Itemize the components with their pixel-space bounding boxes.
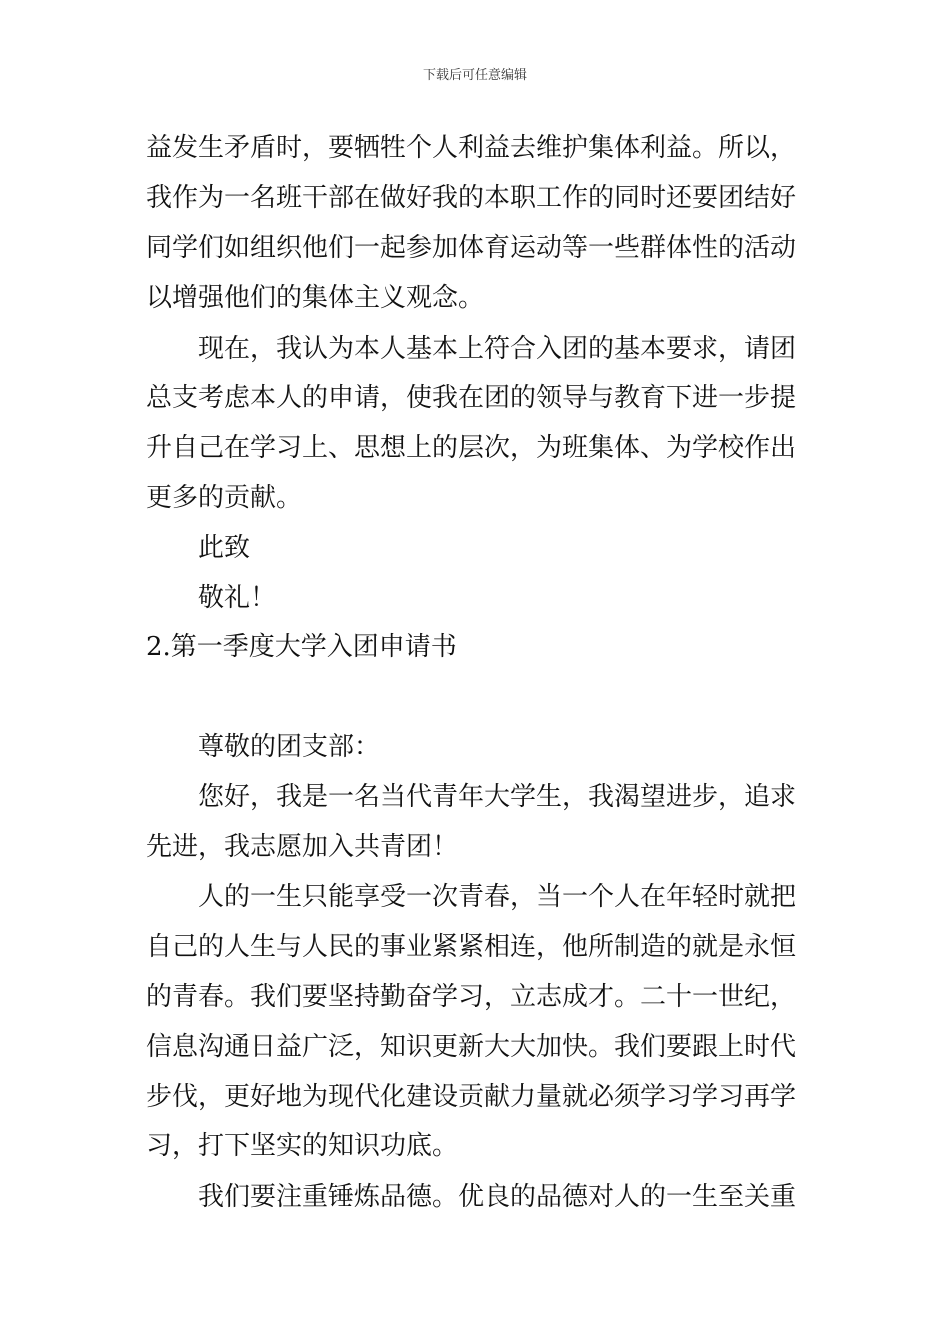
text-line: 以增强他们的集体主义观念。 [146,283,485,313]
text-line: 升自己在学习上、思想上的层次，为班集体、为学校作出 [146,433,797,463]
text-line: 的青春。我们要坚持勤奋学习，立志成才。二十一世纪， [146,982,797,1012]
salutation: 尊敬的团支部： [198,732,381,762]
text-line: 我作为一名班干部在做好我的本职工作的同时还要团结好 [146,183,797,213]
text-line: 此致 [198,533,251,563]
text-line: 敬礼！ [198,583,277,613]
text-line: 您好，我是一名当代青年大学生，我渴望进步，追求 [198,782,797,812]
text-line: 习，打下坚实的知识功底。 [146,1131,459,1161]
text-line: 我们要注重锤炼品德。优良的品德对人的一生至关重 [198,1182,797,1212]
page-header: 下载后可任意编辑 [422,68,527,83]
text-line: 总支考虑本人的申请，使我在团的领导与教育下进一步提 [146,383,797,413]
text-line: 更多的贡献。 [146,483,303,513]
text-line: 同学们如组织他们一起参加体育运动等一些群体性的活动 [146,233,797,263]
text-line: 现在，我认为本人基本上符合入团的基本要求，请团 [198,334,797,364]
section-heading: 2.第一季度大学入团申请书 [146,632,457,662]
text-line: 人的一生只能享受一次青春，当一个人在年轻时就把 [198,882,797,912]
text-line: 自己的人生与人民的事业紧紧相连，他所制造的就是永恒 [146,932,797,962]
text-line: 先进，我志愿加入共青团！ [146,832,459,862]
text-line: 信息沟通日益广泛，知识更新大大加快。我们要跟上时代 [146,1032,797,1062]
text-line: 益发生矛盾时，要牺牲个人利益去维护集体利益。所以， [146,133,797,163]
text-line: 步伐，更好地为现代化建设贡献力量就必须学习学习再学 [146,1082,797,1112]
